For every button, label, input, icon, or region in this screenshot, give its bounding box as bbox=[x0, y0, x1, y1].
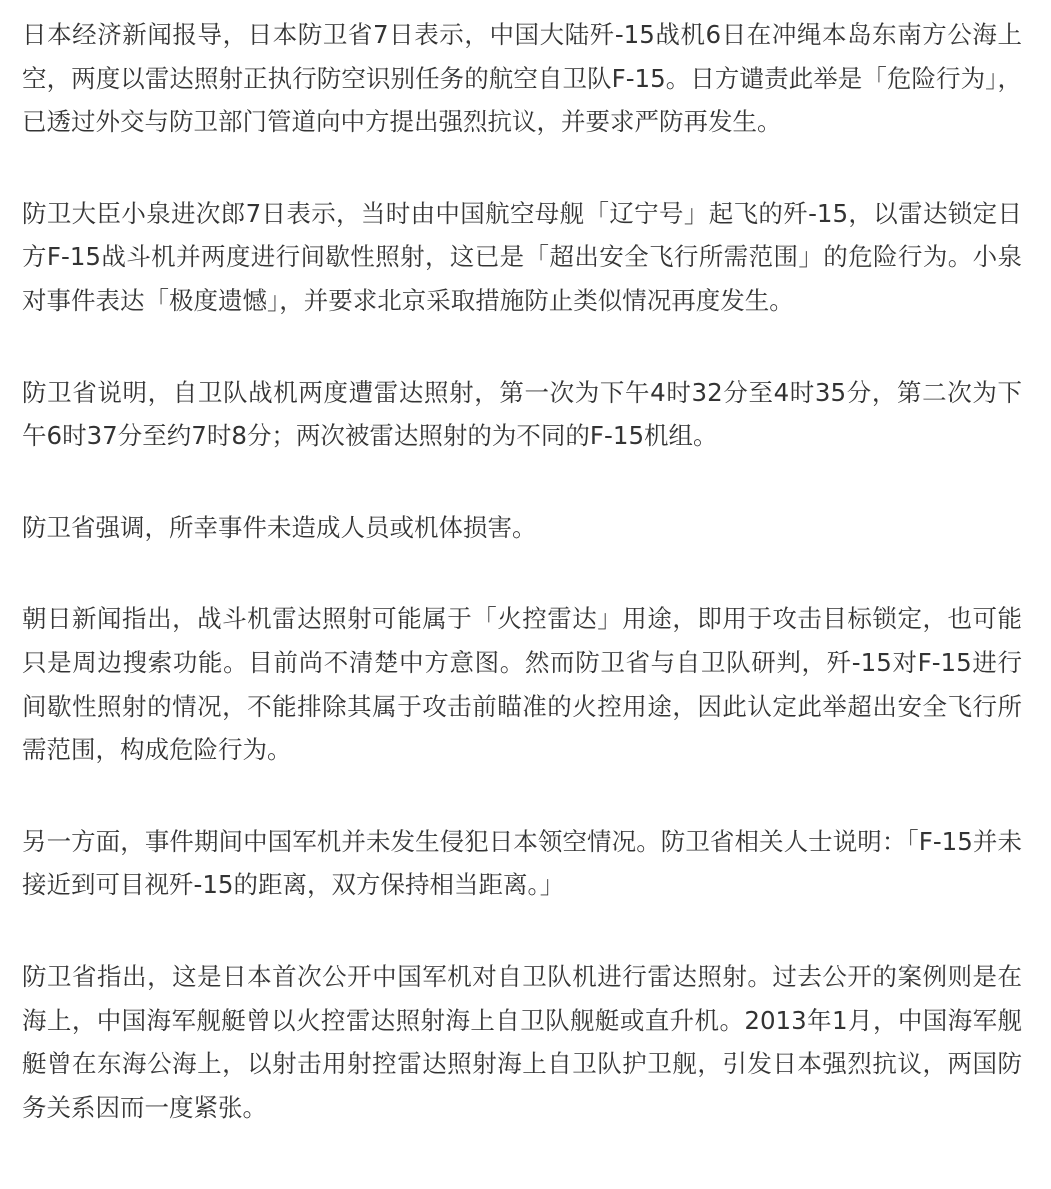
article-paragraph-7: 防卫省指出，这是日本首次公开中国军机对自卫队机进行雷达照射。过去公开的案例则是在海上，中国海军舰艇曾以火控雷达照射海上自卫队舰艇或直升机。2013年1月，中国海军舰艇曾在东海公海上，以射击用射控雷达照射海上自卫队护卫舰，引发日本强烈抗议，两国防务关系因而一度紧张。 bbox=[22, 961, 1022, 1122]
article-paragraph-5: 朝日新闻指出，战斗机雷达照射可能属于「火控雷达」用途，即用于攻击目标锁定，也可能只是周边搜索功能。目前尚不清楚中方意图。然而防卫省与自卫队研判，歼-15对F-15进行间歇性照射的情况，不能排除其属于攻击前瞄准的火控用途，因此认定此举超出安全飞行所需范围，构成危险行为。 bbox=[22, 604, 1022, 765]
article-paragraph-2: 防卫大臣小泉进次郎7日表示，当时由中国航空母舰「辽宁号」起飞的歼-15，以雷达锁定日方F-15战斗机并两度进行间歇性照射，这已是「超出安全飞行所需范围」的危险行为。小泉对事件表达「极度遗憾」，并要求北京采取措施防止类似情况再度发生。 bbox=[22, 198, 1022, 315]
article-paragraph-6: 另一方面，事件期间中国军机并未发生侵犯日本领空情况。防卫省相关人士说明：「F-15并未接近到可目视歼-15的距离，双方保持相当距离。」 bbox=[22, 826, 1022, 900]
article-paragraph-3: 防卫省说明，自卫队战机两度遭雷达照射，第一次为下午4时32分至4时35分，第二次为下午6时37分至约7时8分；两次被雷达照射的为不同的F-15机组。 bbox=[22, 377, 1022, 451]
article-body bbox=[22, 13, 1022, 1129]
article-paragraph-4: 防卫省强调，所幸事件未造成人员或机体损害。 bbox=[22, 512, 537, 542]
article-paragraph-1: 日本经济新闻报导，日本防卫省7日表示，中国大陆歼-15战机6日在冲绳本岛东南方公海上空，两度以雷达照射正执行防空识别任务的航空自卫队F-15。日方谴责此举是「危险行为」，已透过外交与防卫部门管道向中方提出强烈抗议，并要求严防再发生。 bbox=[22, 20, 1022, 137]
